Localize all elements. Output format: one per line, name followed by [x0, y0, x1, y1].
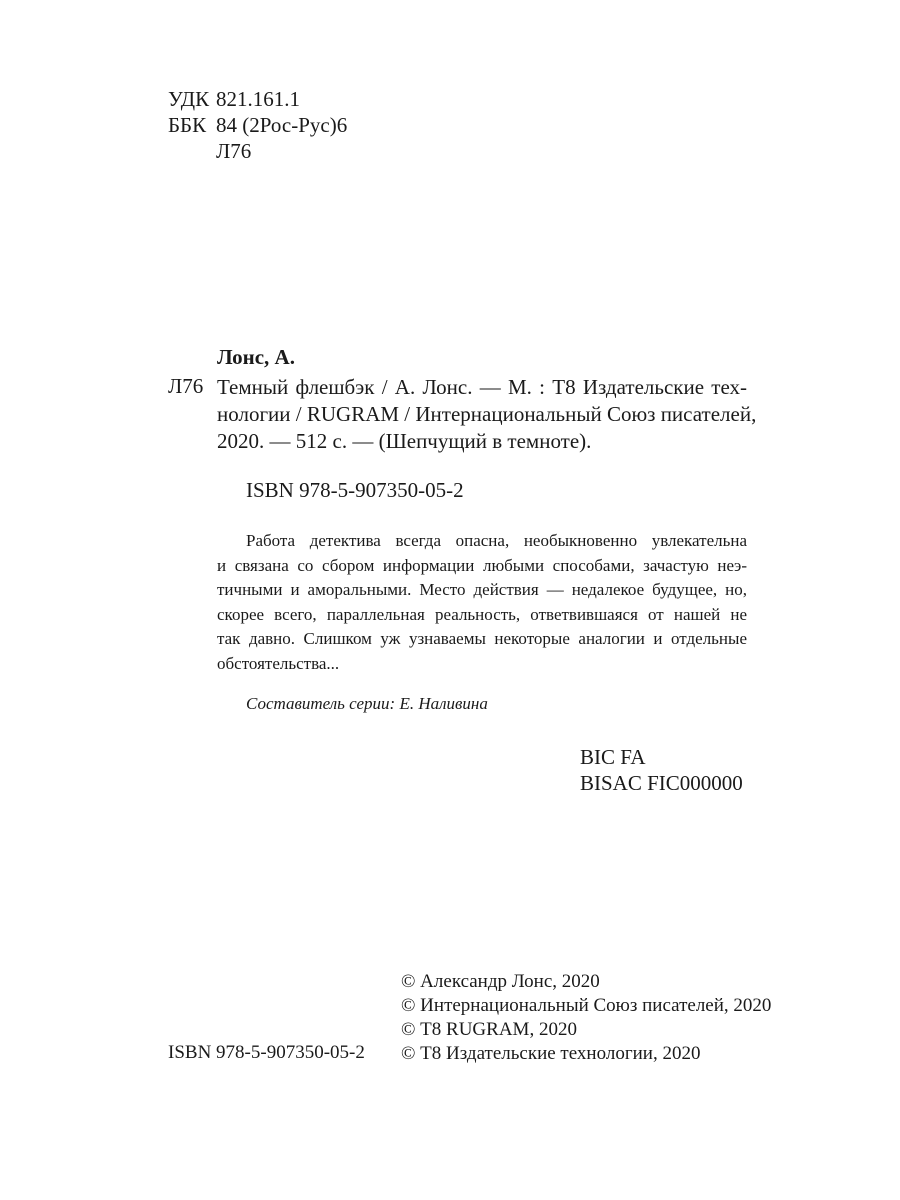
bbk-value: 84 (2Рос-Рус)6	[216, 113, 348, 137]
biblio-line: 2020. — 512 с. — (Шепчущий в темноте).	[217, 429, 592, 453]
biblio-line: нологии / RUGRAM / Интернациональный Союз писателей,	[217, 402, 757, 426]
annotation-line: скорее всего, параллельная реальность, ответвившаяся от нашей не	[217, 604, 747, 624]
annotation-line: Работа детектива всегда опасна, необыкновенно увлекательна	[246, 531, 747, 550]
udk-value: 821.161.1	[216, 87, 300, 111]
copyright-line: © Т8 RUGRAM, 2020	[401, 1019, 577, 1040]
copyright-line: © Т8 Издательские технологии, 2020	[401, 1043, 701, 1064]
copyright-block	[401, 970, 771, 1066]
copyright-line: © Александр Лонс, 2020	[401, 971, 600, 992]
annotation	[217, 529, 747, 676]
author-heading: Лонс, А.	[217, 345, 295, 369]
cutter-code: Л76	[216, 139, 252, 163]
annotation-line: обстоятельства...	[217, 653, 340, 673]
biblio-line: Темный флешбэк / А. Лонс. — М. : Т8 Издательские тех-	[217, 375, 747, 399]
udk-label: УДК	[168, 87, 210, 111]
annotation-line: тичными и аморальными. Место действия — недалекое будущее, но,	[217, 580, 747, 599]
classification-codes	[168, 86, 347, 164]
annotation-line: так давно. Слишком уж узнаваемы некоторые аналогии и отдельные	[217, 629, 747, 648]
cutter-row	[168, 138, 347, 164]
udk-row	[168, 86, 347, 112]
bbk-row	[168, 112, 347, 138]
bic-code: BIC FA	[580, 745, 646, 769]
isbn: ISBN 978-5-907350-05-2	[246, 478, 464, 502]
bibliographic-description	[217, 374, 757, 455]
entry-cutter-code: Л76	[168, 374, 204, 398]
bbk-label: ББК	[168, 113, 207, 137]
subject-codes	[580, 744, 743, 796]
series-compiler: Составитель серии: Е. Наливина	[246, 694, 488, 713]
bottom-isbn: ISBN 978-5-907350-05-2	[168, 1042, 365, 1063]
bisac-code: BISAC FIC000000	[580, 771, 743, 795]
copyright-line: © Интернациональный Союз писателей, 2020	[401, 995, 772, 1016]
annotation-line: и связана со сбором информации любыми способами, зачастую неэ-	[217, 555, 747, 575]
